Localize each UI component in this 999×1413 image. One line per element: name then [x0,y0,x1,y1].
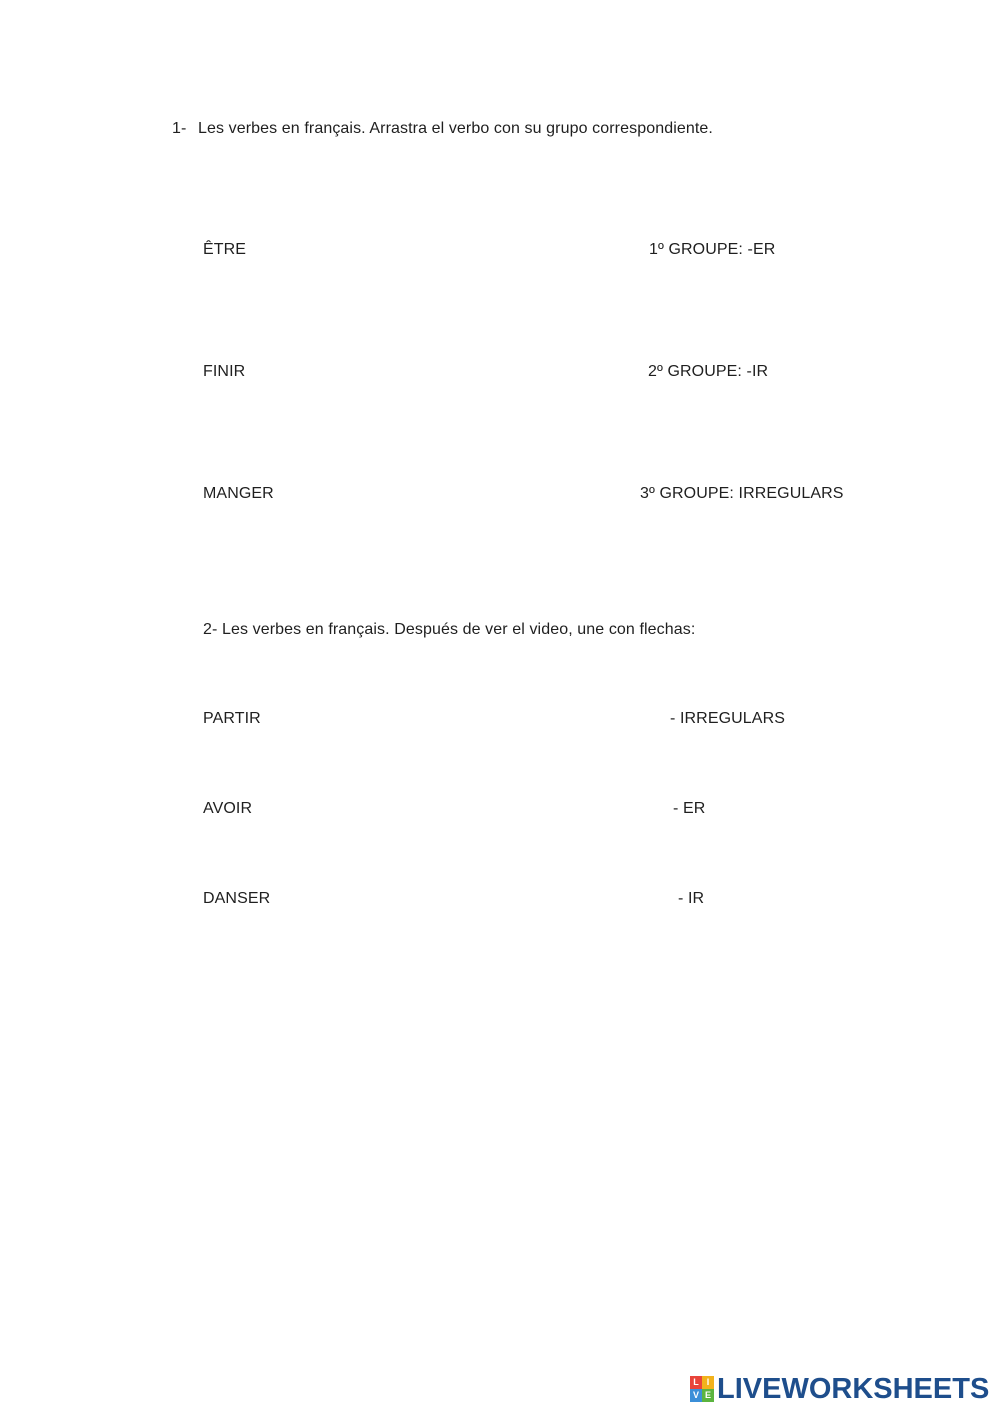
exercise-1-instruction: Les verbes en français. Arrastra el verbo con su grupo correspondiente. [198,120,713,137]
logo-letter: I [702,1376,714,1389]
logo-letter: E [702,1389,714,1402]
logo-letter: L [690,1376,702,1389]
exercise-2-instruction: 2- Les verbes en français. Después de ver el video, une con flechas: [203,621,696,638]
exercise-1-group[interactable]: 2º GROUPE: -IR [648,363,769,380]
brand-name: LIVEWORKSHEETS [717,1373,990,1405]
exercise-1-number: 1- [172,120,187,137]
exercise-1-verb[interactable]: ÊTRE [203,241,247,258]
exercise-1-verb[interactable]: MANGER [203,485,274,502]
liveworksheets-logo-icon [690,1376,714,1402]
exercise-2-verb[interactable]: AVOIR [203,800,253,817]
exercise-1-verb[interactable]: FINIR [203,363,246,380]
exercise-1-group[interactable]: 1º GROUPE: -ER [649,241,776,258]
exercise-2-ending[interactable]: - IRREGULARS [670,710,785,727]
exercise-2-ending[interactable]: - IR [678,890,705,907]
exercise-2-verb[interactable]: DANSER [203,890,271,907]
exercise-2-ending[interactable]: - ER [673,800,706,817]
exercise-2-verb[interactable]: PARTIR [203,710,261,727]
exercise-1-group[interactable]: 3º GROUPE: IRREGULARS [640,485,844,502]
logo-letter: V [690,1389,702,1402]
liveworksheets-brand [690,1374,989,1404]
